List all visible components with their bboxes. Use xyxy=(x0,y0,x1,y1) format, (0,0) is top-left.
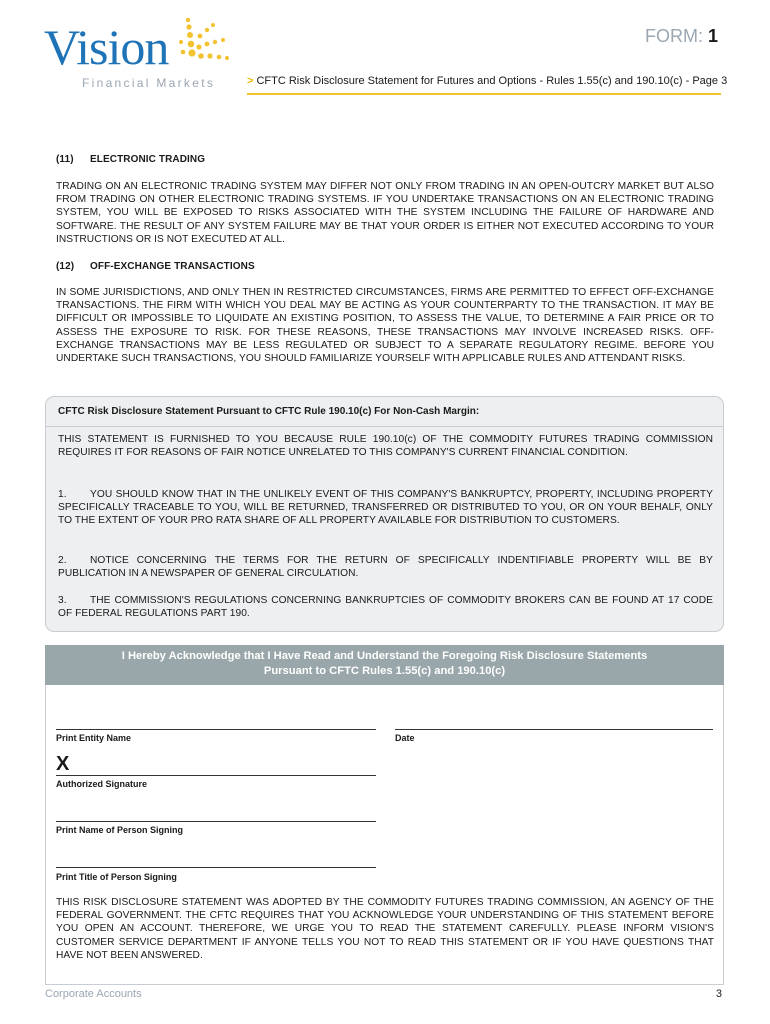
page-number: 3 xyxy=(715,988,722,1000)
page-subtitle xyxy=(247,75,727,87)
date-label: Date xyxy=(395,733,415,743)
logo-subtitle: Financial Markets xyxy=(82,76,216,90)
logo-burst-icon xyxy=(170,14,232,74)
box-item-2 xyxy=(58,554,713,580)
signature-x-mark: X xyxy=(56,753,70,775)
logo-wordmark: Vision xyxy=(44,19,169,75)
form-prefix: FORM: xyxy=(644,26,703,46)
item-number: 1. xyxy=(58,489,67,500)
section-11-text: TRADING ON AN ELECTRONIC TRADING SYSTEM MAY DIFFER NOT ONLY FROM TRADING IN AN OPEN-OUTCRY MARKET BUT ALSO FROM TRADING ON OTHER ELECTRONIC TRADING SYSTEMS. IF YOU UNDERTAKE TRANSACTIONS ON AN ELECTRONIC TRADING SYSTEM, YOU WILL BE EXPOSED TO RISKS ASSOCIATED WITH THE SYSTEM INCLUDING THE FAILURE OF HARDWARE AND SOFTWARE. THE RESULT OF ANY SYSTEM FAILURE MAY BE THAT YOUR ORDER IS EITHER NOT EXECUTED ACCORDING TO YOUR INSTRUCTIONS OR IS NOT EXECUTED AT ALL. xyxy=(56,181,714,245)
box-item-3 xyxy=(58,594,713,620)
subtitle-text: CFTC Risk Disclosure Statement for Futures and Options - Rules 1.55(c) and 190.10(c) - Page 3 xyxy=(256,75,728,87)
entity-name-label: Print Entity Name xyxy=(56,733,132,743)
authorized-signature-label: Authorized Signature xyxy=(56,779,148,789)
non-cash-margin-box xyxy=(45,396,724,632)
person-title-field[interactable] xyxy=(56,867,376,868)
item-text: THE COMMISSION'S REGULATIONS CONCERNING BANKRUPTCIES OF COMMODITY BROKERS CAN BE FOUND AT 17 CODE OF FEDERAL REGULATIONS PART 190. xyxy=(58,595,713,620)
ack-line-1: I Hereby Acknowledge that I Have Read and Understand the Foregoing Risk Disclosure Statements xyxy=(121,650,648,662)
item-number: 2. xyxy=(58,555,67,566)
person-name-label: Print Name of Person Signing xyxy=(56,825,184,835)
person-name-field[interactable] xyxy=(56,821,376,822)
item-number: 3. xyxy=(58,595,67,606)
box-divider xyxy=(46,426,723,427)
date-field[interactable] xyxy=(395,729,713,730)
subtitle-divider xyxy=(247,93,721,95)
section-title: ELECTRONIC TRADING xyxy=(90,154,206,165)
section-11-heading xyxy=(56,154,205,165)
person-title-label: Print Title of Person Signing xyxy=(56,872,177,882)
entity-name-field[interactable] xyxy=(56,729,376,730)
box-item-1 xyxy=(58,488,713,528)
footer-label: Corporate Accounts xyxy=(45,988,142,1000)
box-intro: THIS STATEMENT IS FURNISHED TO YOU BECAUSE RULE 190.10(c) OF THE COMMODITY FUTURES TRADING COMMISSION REQUIRES IT FOR REASONS OF FAIR NOTICE UNRELATED TO THIS COMPANY'S CURRENT FINANCIAL CONDITION. xyxy=(58,434,713,459)
section-12-text: IN SOME JURISDICTIONS, AND ONLY THEN IN RESTRICTED CIRCUMSTANCES, FIRMS ARE PERMITTED TO EFFECT OFF-EXCHANGE TRANSACTIONS. THE FIRM WITH WHICH YOU DEAL MAY BE ACTING AS YOUR COUNTERPARTY TO THE TRANSACTION. IT MAY BE DIFFICULT OR IMPOSSIBLE TO LIQUIDATE AN EXISTING POSITION, TO ASSESS THE VALUE, TO DETERMINE A FAIR PRICE OR TO ASSESS THE EXPOSURE TO RISK. FOR THESE REASONS, THESE TRANSACTIONS MAY INVOLVE INCREASED RISKS. OFF-EXCHANGE TRANSACTIONS MAY BE LESS REGULATED OR SUBJECT TO A SEPARATE REGULATORY REGIME. BEFORE YOU UNDERTAKE SUCH TRANSACTIONS, YOU SHOULD FAMILIARIZE YOURSELF WITH APPLICABLE RULES AND ATTENDANT RISKS. xyxy=(56,287,714,365)
authorized-signature-field[interactable] xyxy=(56,775,376,776)
item-text: NOTICE CONCERNING THE TERMS FOR THE RETURN OF SPECIFICALLY INDENTIFIABLE PROPERTY WILL BE BY PUBLICATION IN A NEWSPAPER OF GENERAL CIRCULATION. xyxy=(58,555,713,580)
arrow-icon: > xyxy=(247,75,254,87)
form-number: 1 xyxy=(707,26,718,46)
acknowledgement-header xyxy=(45,645,724,685)
item-text: YOU SHOULD KNOW THAT IN THE UNLIKELY EVENT OF THIS COMPANY'S BANKRUPTCY, PROPERTY, INCLUDING PROPERTY SPECIFICALLY TRACEABLE TO YOU, WILL BE RETURNED, TRANSFERRED OR DISTRIBUTED TO YOU, OR ON YOUR BEHALF, ONLY TO THE EXTENT OF YOUR PRO RATA SHARE OF ALL PROPERTY AVAILABLE FOR DISTRIBUTION TO CUSTOMERS. xyxy=(58,489,713,527)
ack-line-2: Pursuant to CFTC Rules 1.55(c) and 190.10(c) xyxy=(263,665,506,677)
closing-statement: THIS RISK DISCLOSURE STATEMENT WAS ADOPTED BY THE COMMODITY FUTURES TRADING COMMISSION, AN AGENCY OF THE FEDERAL GOVERNMENT. THE CFTC REQUIRES THAT YOU ACKNOWLEDGE YOUR UNDERSTANDING OF THIS STATEMENT BEFORE YOU OPEN AN ACCOUNT. THEREFORE, WE URGE YOU TO READ THE STATEMENT CAREFULLY. PLEASE INFORM VISION'S CUSTOMER SERVICE DEPARTMENT IF ANYONE TELLS YOU NOT TO READ THIS STATEMENT OR IF YOU HAVE QUESTIONS THAT HAVE NOT BEEN ANSWERED. xyxy=(56,897,714,961)
section-12-heading xyxy=(56,261,255,272)
section-number: (11) xyxy=(56,154,74,165)
section-title: OFF-EXCHANGE TRANSACTIONS xyxy=(90,261,255,272)
form-label xyxy=(645,26,718,47)
box-title: CFTC Risk Disclosure Statement Pursuant to CFTC Rule 190.10(c) For Non-Cash Margin: xyxy=(58,406,480,417)
section-number: (12) xyxy=(56,261,75,272)
